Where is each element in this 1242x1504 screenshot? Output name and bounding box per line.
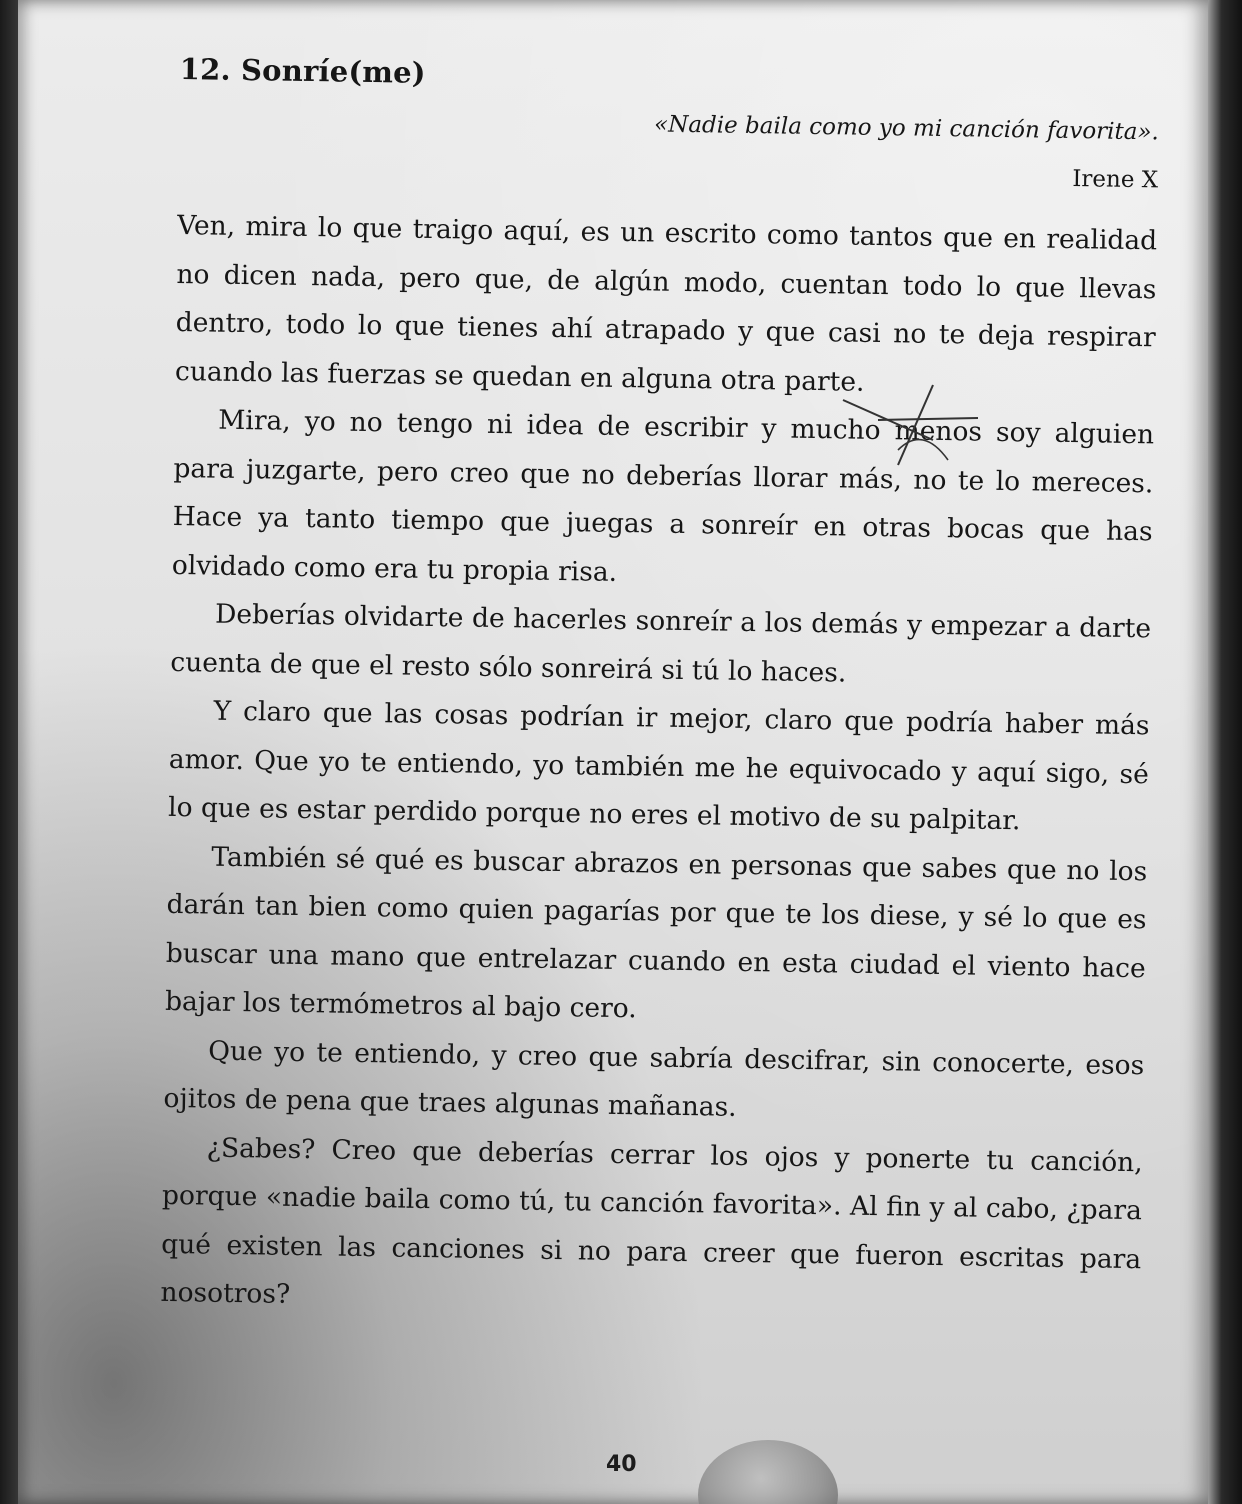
paragraph: También sé qué es buscar abrazos en personas que sabes que no los darán tan bien como quien pagarías por que te los diese, y sé lo que es buscar una mano que entrelazar cuando en esta ciudad el viento hace bajar los termómetros al bajo cero. <box>164 841 1148 1025</box>
chapter-body <box>160 202 1157 1333</box>
paragraph: Ven, mira lo que traigo aquí, es un escrito como tantos que en realidad no dicen nada, pero que, de algún modo, cuentan todo lo que llevas dentro, todo lo que tienes ahí atrapado y que casi no te deja respirar cuando las fuerzas se quedan en alguna otra parte. <box>174 209 1158 398</box>
paragraph: Mira, yo no tengo ni idea de escribir y mucho menos soy alguien para juzgarte, pero creo que no deberías llorar más, no te lo mereces. Hace ya tanto tiempo que juegas a sonreír en otras bocas que has olvidado como era tu propia risa. <box>171 404 1155 588</box>
page-content <box>160 52 1160 1333</box>
book-gutter <box>1208 0 1242 1504</box>
paragraph: Deberías olvidarte de hacerles sonreír a los demás y empezar a darte cuenta de que el resto sólo sonreirá si tú lo haces. <box>170 598 1152 689</box>
paragraph: Que yo te entiendo, y creo que sabría descifrar, sin conocerte, esos ojitos de pena que traes algunas mañanas. <box>163 1035 1145 1123</box>
thumb <box>698 1440 838 1504</box>
epigraph-author: Irene X <box>1072 166 1159 194</box>
book-page <box>18 0 1212 1504</box>
paragraph: Y claro que las cosas podrían ir mejor, claro que podría haber más amor. Que yo te entiendo, yo también me he equivocado y aquí sigo, sé lo que es estar perdido porque no eres el motivo de su palpitar. <box>167 695 1150 837</box>
pen-scribble <box>838 380 988 470</box>
paragraph: ¿Sabes? Creo que deberías cerrar los ojos y ponerte tu canción, porque «nadie baila como tú, tu canción favorita». Al fin y al cabo, ¿para qué existen las canciones si no para creer que fueron escritas para nosotros? <box>160 1132 1143 1310</box>
page-number: 40 <box>606 1452 637 1477</box>
epigraph-quote: «Nadie baila como yo mi canción favorita». <box>653 111 1160 146</box>
chapter-title: 12. Sonríe(me) <box>179 52 427 90</box>
